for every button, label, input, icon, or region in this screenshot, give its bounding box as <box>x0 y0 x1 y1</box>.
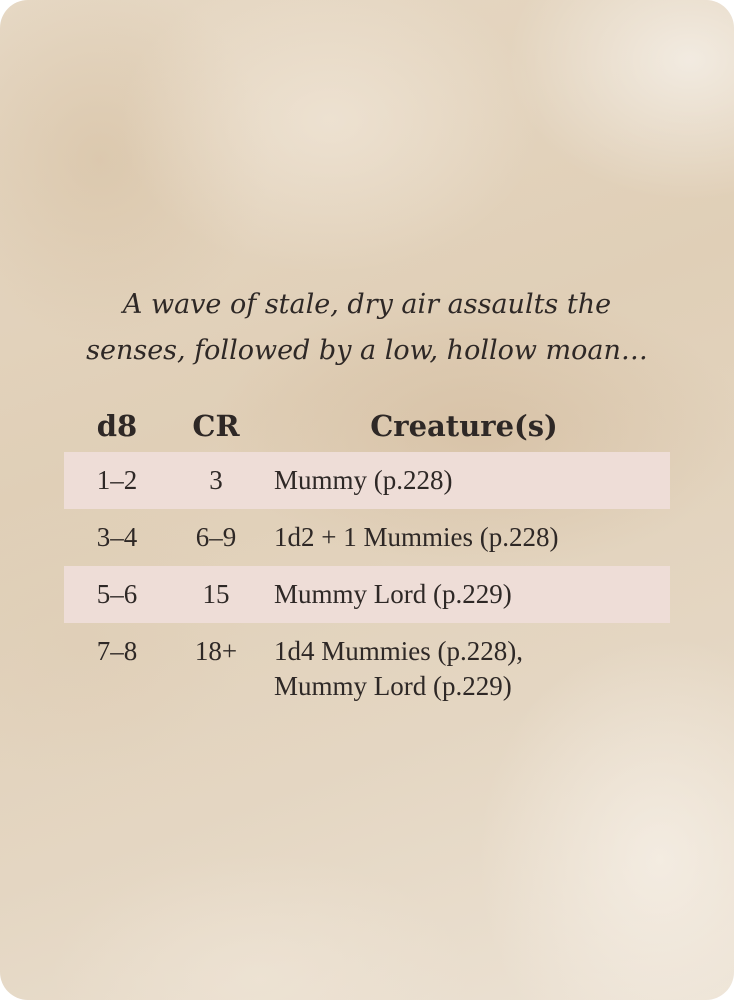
flavor-text-line-2: senses, followed by a low, hollow moan… <box>86 335 648 366</box>
challenge-rating: 15 <box>202 579 230 609</box>
creature-entry-line-1: 1d4 Mummies (p.228), <box>274 636 523 666</box>
roll-range: 1–2 <box>96 465 138 495</box>
creature-entry: Mummy (p.228) <box>274 465 453 495</box>
table-header-row <box>64 396 670 452</box>
challenge-rating: 6–9 <box>195 522 237 552</box>
challenge-rating: 18+ <box>194 636 238 666</box>
roll-range: 5–6 <box>96 579 138 609</box>
creature-entry <box>274 634 523 704</box>
creature-entry: 1d2 + 1 Mummies (p.228) <box>274 522 559 552</box>
creature-entry: Mummy Lord (p.229) <box>274 579 512 609</box>
roll-range: 7–8 <box>96 636 138 666</box>
flavor-text <box>40 282 694 374</box>
table-row <box>64 566 670 623</box>
creature-entry-line-2: Mummy Lord (p.229) <box>274 671 512 701</box>
header-d8: d8 <box>96 409 138 443</box>
roll-range: 3–4 <box>96 522 138 552</box>
table-row <box>64 623 670 703</box>
encounter-table <box>64 396 670 703</box>
header-creatures: Creature(s) <box>370 409 558 443</box>
header-cr: CR <box>192 409 240 443</box>
table-row <box>64 452 670 509</box>
table-row <box>64 509 670 566</box>
flavor-text-line-1: A wave of stale, dry air assaults the <box>122 289 612 320</box>
challenge-rating: 3 <box>209 465 223 495</box>
